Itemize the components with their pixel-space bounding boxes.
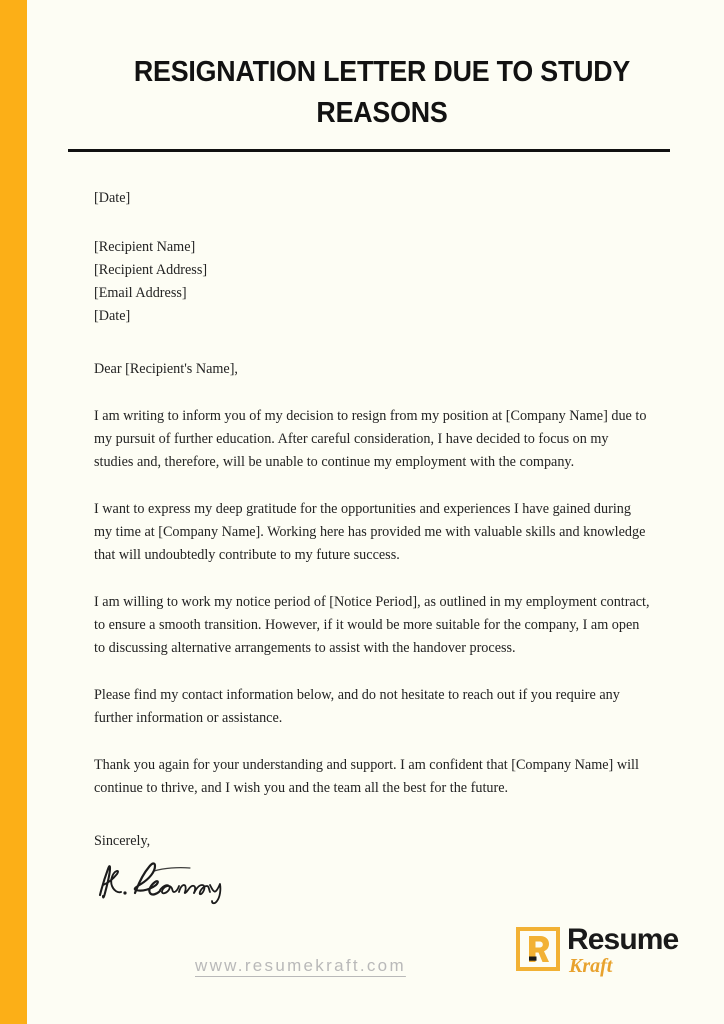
salutation: Dear [Recipient's Name],: [94, 361, 238, 378]
recipient-address: [Recipient Address]: [94, 262, 208, 279]
body-paragraph-2: I want to express my deep gratitude for the opportunities and experiences I have gained during my time at [Company Name]. Working here has provided me with valuable skills and knowledge that will undoubtedly contribute to my future success.: [94, 501, 646, 564]
website-url[interactable]: www.resumekraft.com: [195, 956, 406, 975]
brand-wordmark: [567, 924, 678, 976]
letter-sheet: [27, 0, 724, 1024]
letter-body: [27, 187, 724, 911]
left-accent-bar: [0, 0, 27, 1024]
signature: [94, 859, 684, 911]
page-title: RESIGNATION LETTER DUE TO STUDY REASONS: [133, 56, 631, 130]
resumekraft-logo-icon: [516, 927, 560, 971]
body-paragraph-3: I am willing to work my notice period of [Notice Period], as outlined in my employment contract, to ensure a smooth transition. However, if it would be more suitable for the company, I am open to discussing alternative arrangements to assist with the handover process.: [94, 594, 650, 657]
letter-footer: [27, 914, 724, 1024]
title-divider: [68, 149, 670, 152]
body-paragraph-1: I am writing to inform you of my decision to resign from my position at [Company Name] due to my pursuit of further education. After careful consideration, I have decided to focus on my studies and, therefore, will be unable to continue my employment with the company.: [94, 408, 647, 471]
brand-name: Resume: [567, 923, 679, 956]
handwritten-signature-mark: [94, 859, 244, 909]
recipient-name: [Recipient Name]: [94, 239, 196, 256]
recipient-email: [Email Address]: [94, 285, 187, 302]
brand-logo: [516, 924, 678, 976]
recipient-date: [Date]: [94, 308, 131, 325]
date-line-top: [Date]: [94, 190, 131, 207]
closing-line: Sincerely,: [94, 833, 151, 850]
body-paragraph-5: Thank you again for your understanding and support. I am confident that [Company Name] will continue to thrive, and I wish you and the team all the best for the future.: [94, 757, 639, 797]
brand-subname: Kraft: [569, 955, 613, 977]
recipient-block: [94, 236, 684, 328]
letter-header: [27, 0, 724, 152]
body-paragraph-4: Please find my contact information below, and do not hesitate to reach out if you require any further information or assistance.: [94, 687, 620, 727]
